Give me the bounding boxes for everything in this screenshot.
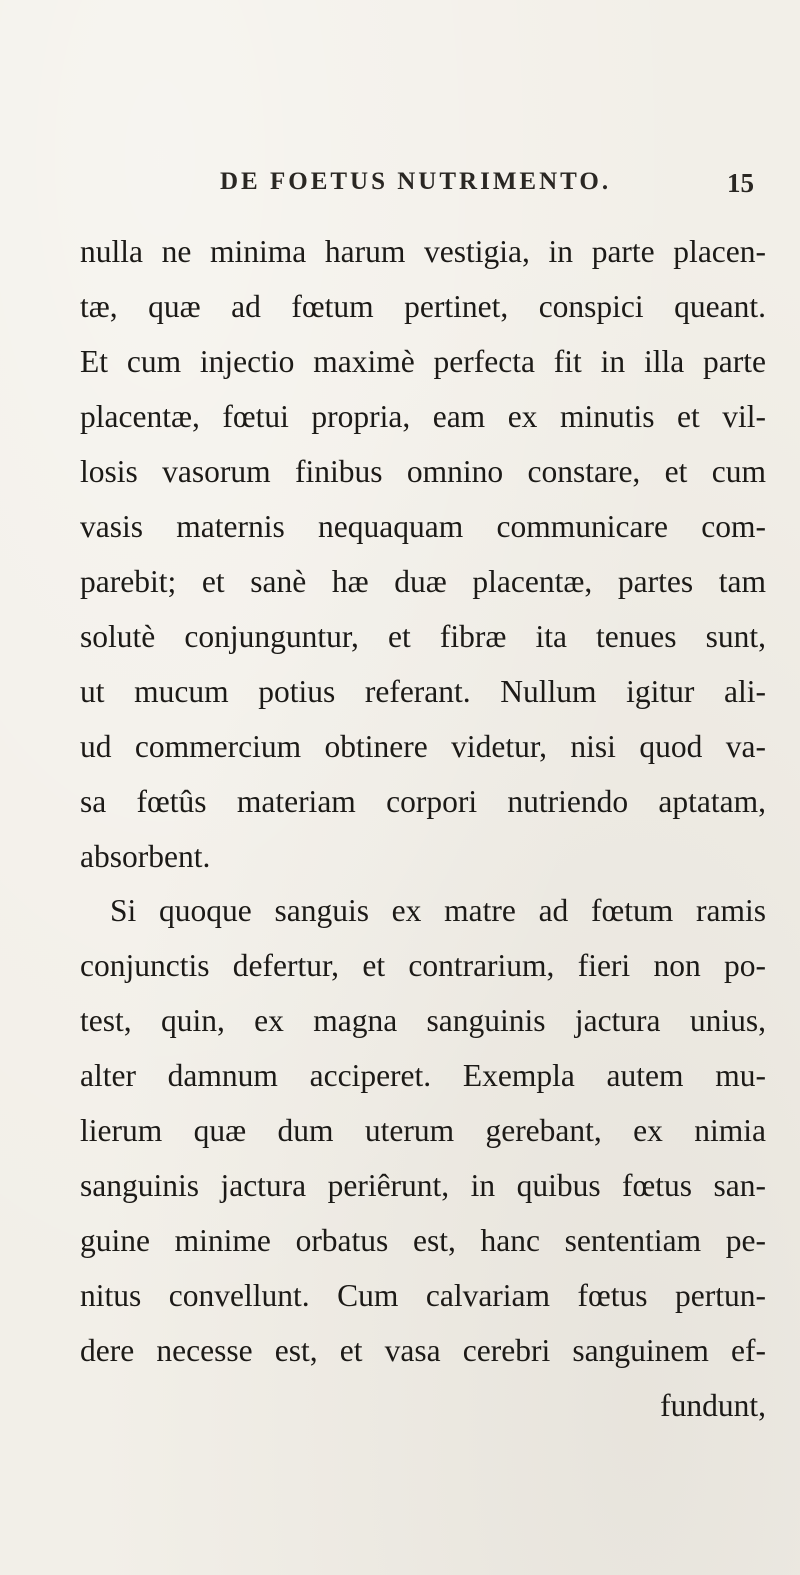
- text-line: lierum quæ dum uterum gerebant, ex nimia: [80, 1113, 766, 1148]
- text-line: alter damnum acciperet. Exempla autem mu-: [80, 1058, 766, 1093]
- paragraph-1: [80, 224, 766, 884]
- text-line: test, quin, ex magna sanguinis jactura unius,: [80, 1003, 766, 1038]
- running-head: [160, 168, 754, 208]
- text-line: dere necesse est, et vasa cerebri sanguinem ef-: [80, 1333, 766, 1368]
- paragraph-2: [80, 883, 766, 1433]
- running-title: DE FOETUS NUTRIMENTO.: [220, 168, 612, 195]
- text-line: solutè conjunguntur, et fibræ ita tenues sunt,: [80, 619, 766, 654]
- text-line: ud commercium obtinere videtur, nisi quod va-: [80, 729, 766, 764]
- text-line: tæ, quæ ad fœtum pertinet, conspici queant.: [80, 289, 766, 324]
- text-line: nulla ne minima harum vestigia, in parte placen-: [80, 234, 766, 269]
- text-line: sanguinis jactura periêrunt, in quibus fœtus san-: [80, 1168, 766, 1203]
- catchword: fundunt,: [660, 1388, 766, 1423]
- page-number: 15: [727, 168, 754, 198]
- text-line: nitus convellunt. Cum calvariam fœtus pertun-: [80, 1278, 766, 1313]
- text-line: vasis maternis nequaquam communicare com-: [80, 509, 766, 544]
- text-line: conjunctis defertur, et contrarium, fieri non po-: [80, 948, 766, 983]
- text-line: parebit; et sanè hæ duæ placentæ, partes tam: [80, 564, 766, 599]
- text-line: placentæ, fœtui propria, eam ex minutis et vil-: [80, 399, 766, 434]
- text-line: Et cum injectio maximè perfecta fit in illa parte: [80, 344, 766, 379]
- text-line: absorbent.: [80, 839, 211, 874]
- text-line: Si quoque sanguis ex matre ad fœtum ramis: [110, 893, 766, 928]
- text-line: losis vasorum finibus omnino constare, et cum: [80, 454, 766, 489]
- text-line: ut mucum potius referant. Nullum igitur ali-: [80, 674, 766, 709]
- text-line: guine minime orbatus est, hanc sententiam pe-: [80, 1223, 766, 1258]
- text-line: sa fœtûs materiam corpori nutriendo aptatam,: [80, 784, 766, 819]
